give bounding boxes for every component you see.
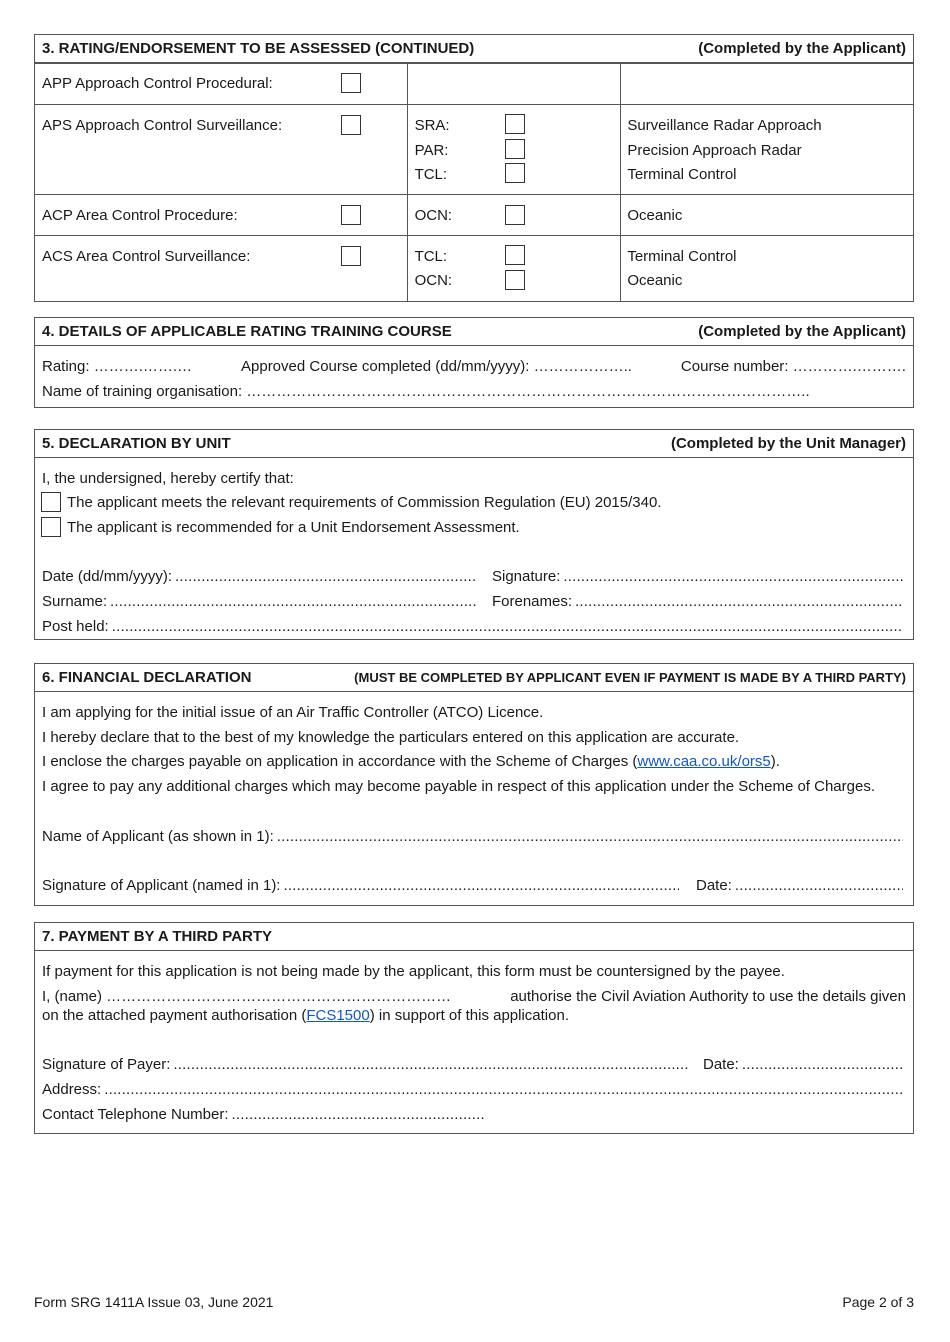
section-3-completed-by: (Completed by the Applicant) [698, 40, 906, 57]
payer-signature-field[interactable] [42, 1056, 692, 1074]
rating-label-acs: ACS Area Control Surveillance: [42, 248, 251, 265]
rating-label-app: APP Approach Control Procedural: [42, 75, 273, 92]
section-3-header [35, 35, 913, 63]
scheme-of-charges-link[interactable]: www.caa.co.uk/ors5 [637, 753, 771, 770]
date-field[interactable] [42, 568, 480, 586]
section-4-header [35, 318, 913, 346]
date-label: Date (dd/mm/yyyy): [42, 568, 173, 585]
declaration-intro: I, the undersigned, hereby certify that: [42, 470, 294, 487]
section-4 [34, 317, 914, 408]
rating-label-aps: APS Approach Control Surveillance: [42, 117, 283, 134]
section-5 [34, 429, 914, 640]
third-party-line-3 [42, 1007, 906, 1025]
endorsement-label-acs-ocn: OCN: [414, 272, 453, 289]
section-6 [34, 663, 914, 906]
payer-date-field[interactable] [703, 1056, 906, 1074]
rating-table [34, 63, 914, 302]
endorsement-label-tcl: TCL: [414, 166, 448, 183]
statement-requirements: The applicant meets the relevant requirements of Commission Regulation (EU) 2015/340. [67, 494, 662, 511]
checkbox-tcl[interactable] [505, 163, 525, 183]
description-oceanic: Oceanic [627, 207, 683, 224]
page-number: Page 2 of 3 [842, 1294, 914, 1310]
checkbox-app[interactable] [341, 73, 361, 93]
description-sra: Surveillance Radar Approach [627, 117, 822, 134]
checkbox-recommended[interactable] [41, 517, 61, 537]
applicant-signature-label: Signature of Applicant (named in 1): [42, 877, 281, 894]
payer-name-field[interactable]: I, (name) …………………………………………………………… [42, 988, 452, 1005]
course-line [42, 358, 906, 376]
third-party-line-2 [42, 988, 906, 1006]
checkbox-acs[interactable] [341, 246, 361, 266]
rating-label-acp: ACP Area Control Procedure: [42, 207, 238, 224]
section-7-title: 7. PAYMENT BY A THIRD PARTY [42, 928, 273, 945]
post-held-field[interactable] [42, 618, 906, 636]
telephone-field[interactable] [42, 1106, 487, 1124]
signature-label: Signature: [492, 568, 561, 585]
section-7 [34, 922, 914, 1134]
checkbox-aps[interactable] [341, 115, 361, 135]
section-5-header [35, 430, 913, 458]
statement-recommended: The applicant is recommended for a Unit Endorsement Assessment. [67, 519, 520, 536]
financial-line-1: I am applying for the initial issue of an Air Traffic Controller (ATCO) Licence. [42, 704, 544, 721]
financial-line-3 [42, 753, 906, 771]
third-party-line-1: If payment for this application is not being made by the applicant, this form must be countersigned by the payee. [42, 963, 785, 980]
checkbox-acp[interactable] [341, 205, 361, 225]
description-par: Precision Approach Radar [627, 142, 802, 159]
endorsement-label-sra: SRA: [414, 117, 450, 134]
third-party-line-2-text: authorise the Civil Aviation Authority to use the details given [510, 988, 906, 1005]
surname-label: Surname: [42, 593, 108, 610]
payer-date-label: Date: [703, 1056, 739, 1073]
rating-field[interactable]: Rating: ……….…….… [42, 358, 193, 375]
surname-field[interactable] [42, 593, 480, 611]
course-completed-field[interactable]: Approved Course completed (dd/mm/yyyy): ……………….. [241, 358, 632, 375]
description-tcl: Terminal Control [627, 166, 737, 183]
section-4-title: 4. DETAILS OF APPLICABLE RATING TRAINING COURSE [42, 323, 452, 340]
section-5-title: 5. DECLARATION BY UNIT [42, 435, 231, 452]
section-5-completed-by: (Completed by the Unit Manager) [670, 435, 906, 452]
rating-row-aps [35, 105, 914, 195]
checkbox-par[interactable] [505, 139, 525, 159]
checkbox-acp-ocn[interactable] [505, 205, 525, 225]
fcs1500-link[interactable]: FCS1500 [306, 1007, 370, 1024]
description-acs-tcl: Terminal Control [627, 248, 737, 265]
form-id: Form SRG 1411A Issue 03, June 2021 [34, 1294, 274, 1310]
description-acs-ocn: Oceanic [627, 272, 683, 289]
payer-signature-label: Signature of Payer: [42, 1056, 171, 1073]
applicant-name-field[interactable] [42, 828, 906, 846]
third-party-line-3-end: ) in support of this application. [369, 1007, 569, 1024]
applicant-name-label: Name of Applicant (as shown in 1): [42, 828, 274, 845]
telephone-label: Contact Telephone Number: [42, 1106, 229, 1123]
third-party-line-3-text: on the attached payment authorisation ( [42, 1007, 307, 1024]
endorsement-label-acs-tcl: TCL: [414, 248, 448, 265]
financial-line-4: I agree to pay any additional charges which may become payable in respect of this application under the Scheme of Charges. [42, 778, 875, 795]
checkbox-meets-requirements[interactable] [41, 492, 61, 512]
section-6-header [35, 664, 913, 692]
checkbox-sra[interactable] [505, 114, 525, 134]
endorsement-label-ocn: OCN: [414, 207, 453, 224]
checkbox-acs-ocn[interactable] [505, 270, 525, 290]
financial-line-2: I hereby declare that to the best of my knowledge the particulars entered on this application are accurate. [42, 729, 740, 746]
signature-field[interactable] [492, 568, 906, 586]
post-held-label: Post held: [42, 618, 109, 635]
forenames-field[interactable] [492, 593, 906, 611]
address-field[interactable] [42, 1081, 906, 1099]
section-6-title: 6. FINANCIAL DECLARATION [42, 669, 252, 686]
section-4-completed-by: (Completed by the Applicant) [698, 323, 906, 340]
financial-line-3-text: I enclose the charges payable on application in accordance with the Scheme of Charges ( [42, 753, 638, 770]
course-number-field[interactable]: Course number: ………….………. [680, 358, 906, 375]
endorsement-label-par: PAR: [414, 142, 449, 159]
address-label: Address: [42, 1081, 102, 1098]
rating-row-acs [35, 236, 914, 302]
applicant-date-label: Date: [696, 877, 732, 894]
applicant-signature-field[interactable] [42, 877, 682, 895]
applicant-date-field[interactable] [696, 877, 906, 895]
training-org-field[interactable]: Name of training organisation: ………………………………………………………………………………………………….. [42, 383, 810, 400]
rating-row-app [35, 64, 914, 105]
forenames-label: Forenames: [492, 593, 573, 610]
section-3-title: 3. RATING/ENDORSEMENT TO BE ASSESSED (CONTINUED) [42, 40, 475, 57]
rating-row-acp [35, 195, 914, 236]
section-6-note: (MUST BE COMPLETED BY APPLICANT EVEN IF PAYMENT IS MADE BY A THIRD PARTY) [354, 670, 906, 685]
financial-line-3-end: ). [770, 753, 780, 770]
checkbox-acs-tcl[interactable] [505, 245, 525, 265]
section-7-header [35, 923, 913, 951]
